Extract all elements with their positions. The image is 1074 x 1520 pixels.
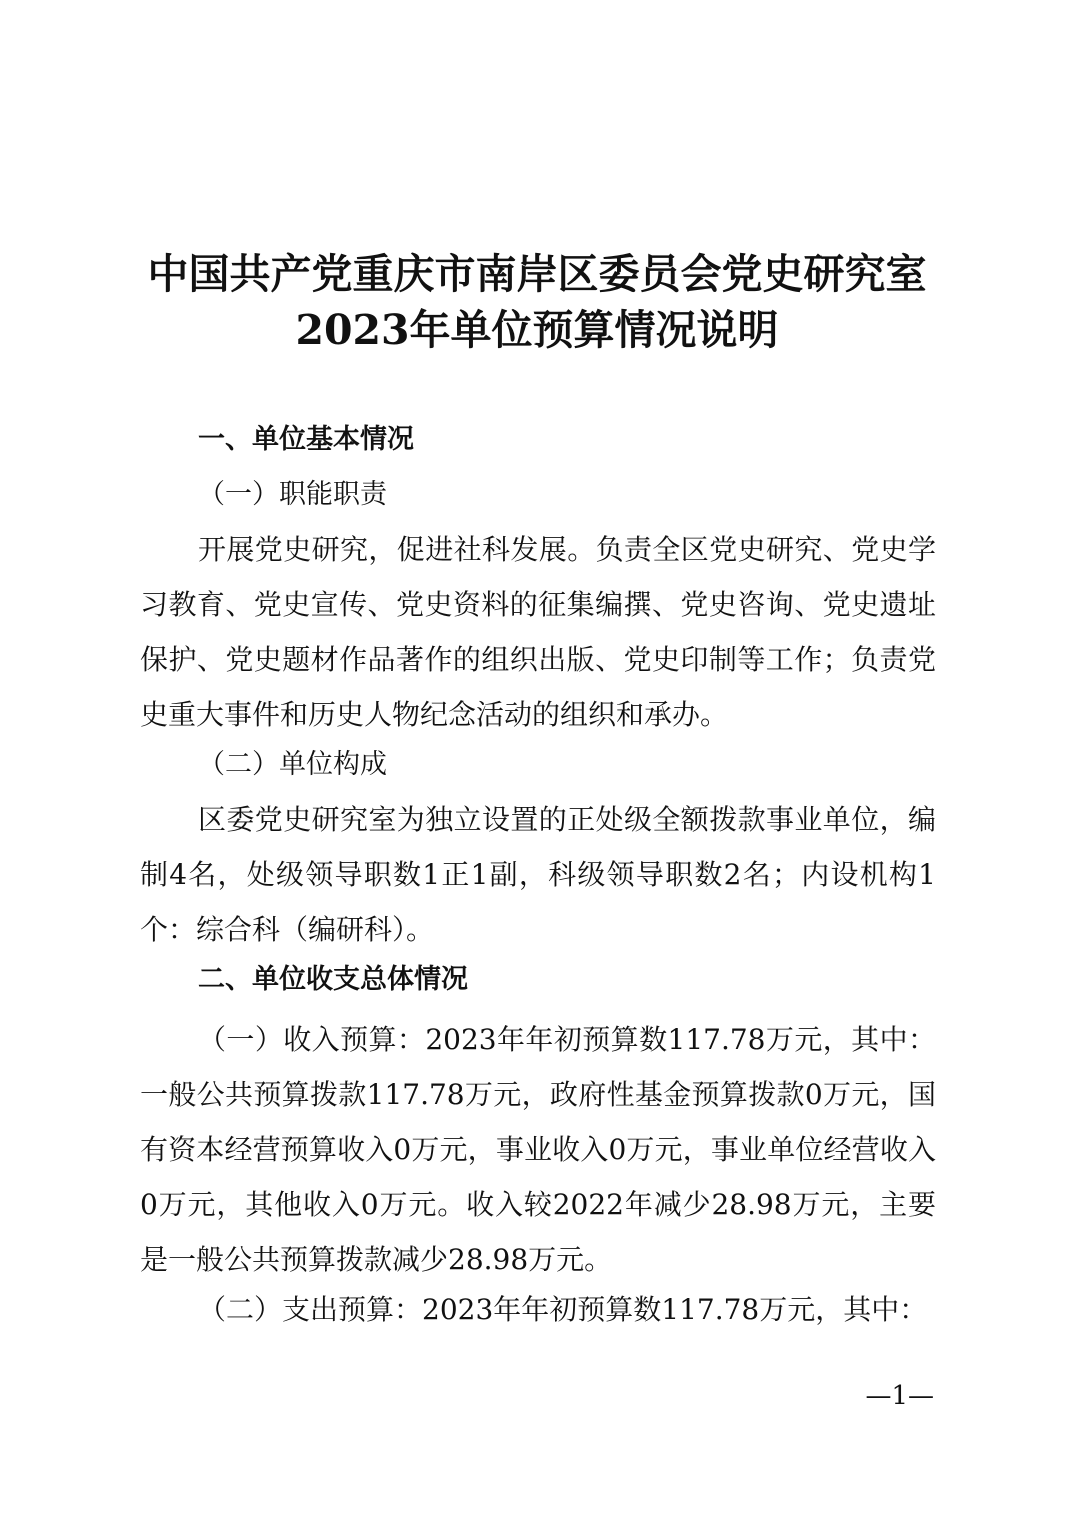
section-heading-basic-info: 一、单位基本情况 — [198, 424, 414, 455]
paragraph-income-budget: （一）收入预算：2023年年初预算数117.78万元，其中：一般公共预算拨款117.78万元，政府性基金预算拨款0万元，国有资本经营预算收入0万元，事业收入0万元，事业单位经营收入0万元，其他收入0万元。收入较2022年减少28.98万元，主要是一般公共预算拨款减少28.98万元。 — [140, 1023, 936, 1276]
paragraph-composition: 区委党史研究室为独立设置的正处级全额拨款事业单位，编制4名，处级领导职数1正1副，科级领导职数2名；内设机构1个：综合科（编研科）。 — [140, 803, 936, 946]
section-heading-budget-overview: 二、单位收支总体情况 — [198, 964, 468, 995]
subheading-duties: （一）职能职责 — [198, 479, 387, 510]
page-number: —1— — [865, 1381, 934, 1411]
paragraph-duties: 开展党史研究，促进社科发展。负责全区党史研究、党史学习教育、党史宣传、党史资料的征集编撰、党史咨询、党史遗址保护、党史题材作品著作的组织出版、党史印制等工作；负责党史重大事件和历史人物纪念活动的组织和承办。 — [140, 533, 936, 731]
document-title-line-1: 中国共产党重庆市南岸区委员会党史研究室 — [147, 250, 927, 298]
subheading-composition: （二）单位构成 — [198, 749, 387, 780]
document-title-line-2: 2023年单位预算情况说明 — [295, 306, 779, 354]
paragraph-expenditure-budget: （二）支出预算：2023年年初预算数117.78万元，其中： — [198, 1293, 928, 1326]
